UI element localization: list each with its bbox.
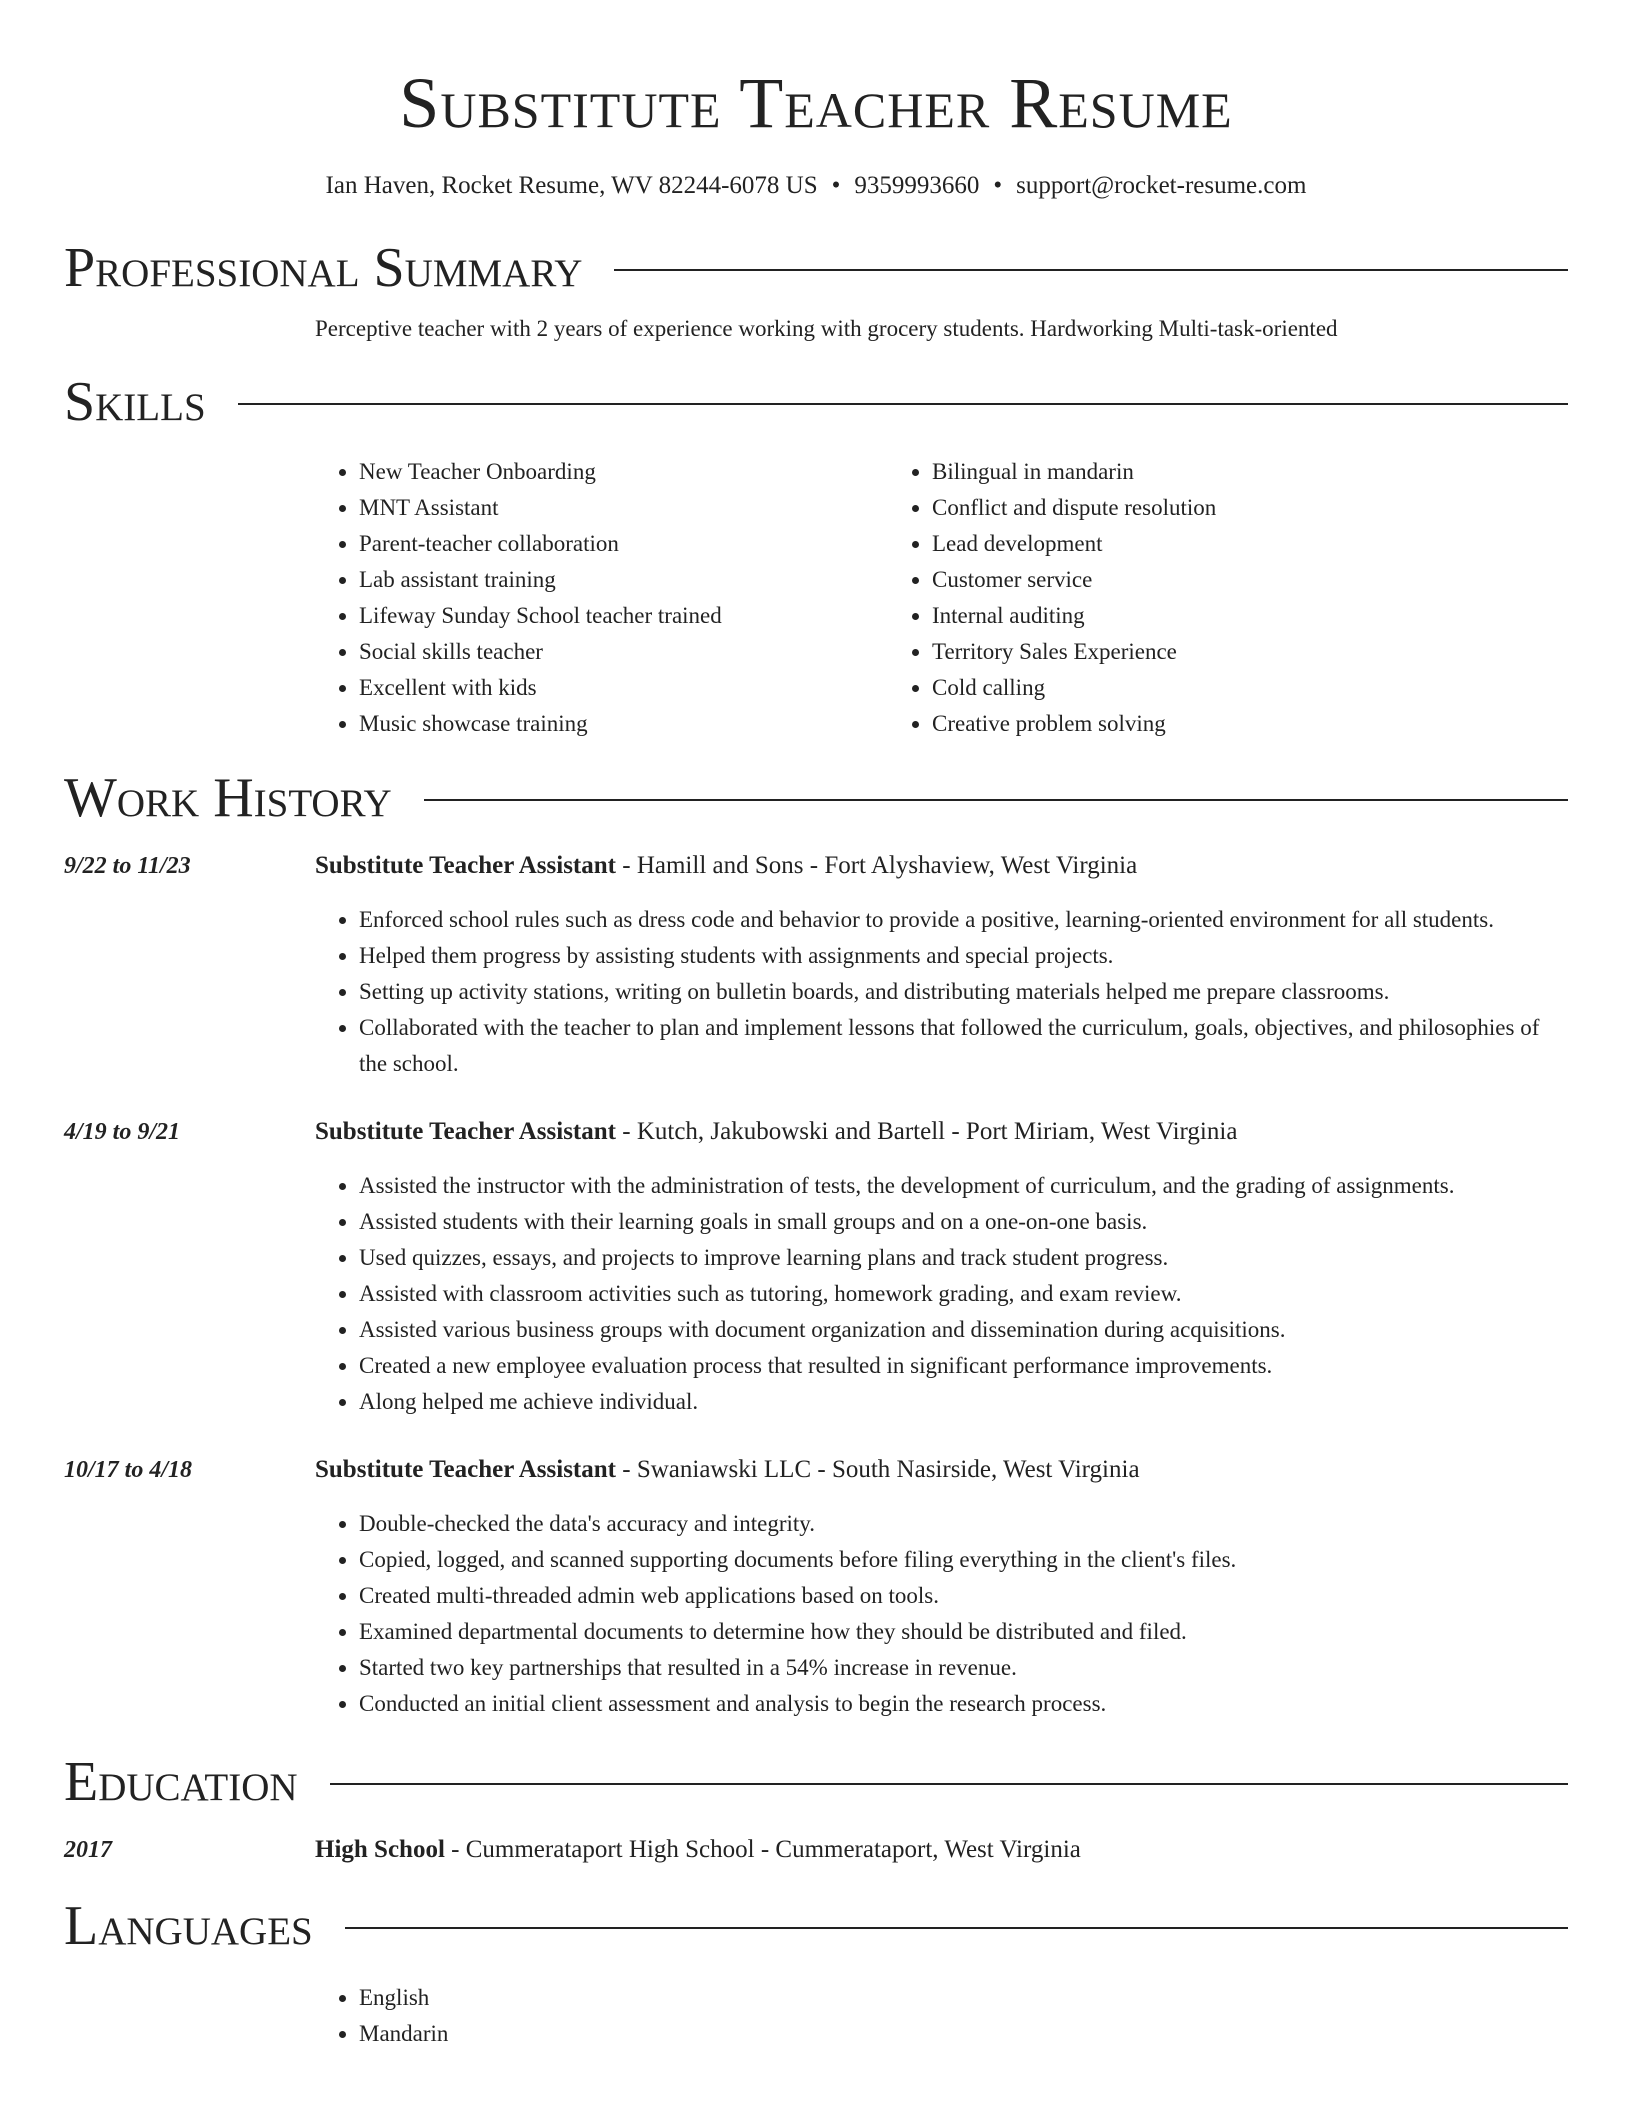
skill-item: • Social skills teacher [359, 634, 888, 670]
job-title: Substitute Teacher Assistant [315, 1118, 616, 1145]
job-body [315, 850, 1568, 1082]
job-bullet: • Setting up activity stations, writing on bulletin boards, and distributing materials helped me prepare classrooms. [359, 974, 1568, 1010]
job-entry [64, 1454, 1568, 1722]
skill-item: • Lab assistant training [359, 562, 888, 598]
job-bullets [315, 1506, 1568, 1722]
education-heading-line [315, 1834, 1081, 1866]
language-item: • English [359, 1980, 1568, 2016]
skill-item: • Conflict and dispute resolution [932, 490, 1461, 526]
job-bullet: • Collaborated with the teacher to plan and implement lessons that followed the curriculum, goals, objectives, and philosophies of the school. [359, 1010, 1568, 1082]
job-dates: 9/22 to 11/23 [64, 853, 191, 879]
section-divider [345, 1927, 1568, 1929]
work-history-section-header [64, 766, 1568, 830]
language-item: • Mandarin [359, 2016, 1568, 2052]
job-bullet: • Assisted the instructor with the administration of tests, the development of curriculum, and the grading of assignments. [359, 1168, 1568, 1204]
contact-address: Ian Haven, Rocket Resume, WV 82244-6078 US [325, 172, 818, 199]
skill-item: • Cold calling [932, 670, 1461, 706]
job-body [315, 1454, 1568, 1722]
languages-section-header [64, 1894, 1568, 1958]
skill-item: • New Teacher Onboarding [359, 454, 888, 490]
section-divider [614, 269, 1568, 271]
job-bullet: • Used quizzes, essays, and projects to improve learning plans and track student progress. [359, 1240, 1568, 1276]
work-history-heading: Work History [64, 767, 392, 829]
skill-item: • Music showcase training [359, 706, 888, 742]
job-bullet: • Assisted students with their learning goals in small groups and on a one-on-one basis. [359, 1204, 1568, 1240]
contact-separator: • [993, 172, 1003, 199]
job-entry [64, 1116, 1568, 1420]
job-heading [315, 1454, 1568, 1486]
skill-item: • MNT Assistant [359, 490, 888, 526]
job-bullet: • Copied, logged, and scanned supporting documents before filing everything in the client's files. [359, 1542, 1568, 1578]
education-degree: High School [315, 1836, 445, 1863]
contact-line [64, 170, 1568, 202]
job-bullet: • Double-checked the data's accuracy and integrity. [359, 1506, 1568, 1542]
education-year: 2017 [64, 1837, 112, 1863]
skill-item: • Lead development [932, 526, 1461, 562]
job-bullet: • Conducted an initial client assessment and analysis to begin the research process. [359, 1686, 1568, 1722]
skill-item: • Creative problem solving [932, 706, 1461, 742]
skills-column-left [315, 454, 888, 742]
job-bullet: • Helped them progress by assisting students with assignments and special projects. [359, 938, 1568, 974]
skills-section-header [64, 370, 1568, 434]
skill-item: • Parent-teacher collaboration [359, 526, 888, 562]
job-entry [64, 850, 1568, 1082]
job-details: - Hamill and Sons - Fort Alyshaview, West Virginia [616, 852, 1138, 879]
job-details: - Kutch, Jakubowski and Bartell - Port Miriam, West Virginia [616, 1118, 1238, 1145]
skill-item: • Customer service [932, 562, 1461, 598]
skill-item: • Internal auditing [932, 598, 1461, 634]
job-bullet: • Along helped me achieve individual. [359, 1384, 1568, 1420]
summary-section-header [64, 236, 1568, 300]
education-entry [64, 1834, 1568, 1866]
languages-items [315, 1980, 1568, 2052]
job-bullets [315, 902, 1568, 1082]
job-bullet: • Created multi-threaded admin web applications based on tools. [359, 1578, 1568, 1614]
job-title: Substitute Teacher Assistant [315, 852, 616, 879]
job-heading [315, 1116, 1568, 1148]
resume-title: Substitute Teacher Resume [399, 63, 1233, 143]
summary-text: Perceptive teacher with 2 years of experience working with grocery students. Hardworking Multi-task-oriented [315, 316, 1338, 341]
skill-item: • Excellent with kids [359, 670, 888, 706]
section-divider [330, 1783, 1568, 1785]
job-bullet: • Created a new employee evaluation process that resulted in significant performance improvements. [359, 1348, 1568, 1384]
job-bullet: • Examined departmental documents to determine how they should be distributed and filed. [359, 1614, 1568, 1650]
job-bullet: • Assisted various business groups with document organization and dissemination during acquisitions. [359, 1312, 1568, 1348]
skills-heading: Skills [64, 371, 206, 433]
job-body [315, 1116, 1568, 1420]
skills-list [315, 454, 1568, 742]
job-bullet: • Enforced school rules such as dress code and behavior to provide a positive, learning-oriented environment for all students. [359, 902, 1568, 938]
section-divider [238, 403, 1568, 405]
job-dates: 10/17 to 4/18 [64, 1457, 193, 1483]
job-dates: 4/19 to 9/21 [64, 1119, 181, 1145]
skill-item: • Territory Sales Experience [932, 634, 1461, 670]
job-title: Substitute Teacher Assistant [315, 1456, 616, 1483]
languages-list [315, 1980, 1568, 2052]
skills-column-right [888, 454, 1461, 742]
education-section-header [64, 1750, 1568, 1814]
contact-separator: • [831, 172, 841, 199]
job-bullets [315, 1168, 1568, 1420]
education-heading: Education [64, 1751, 298, 1813]
education-details: - Cummerataport High School - Cummerataport, West Virginia [444, 1836, 1081, 1863]
skill-item: • Lifeway Sunday School teacher trained [359, 598, 888, 634]
languages-heading: Languages [64, 1895, 313, 1957]
contact-email: support@rocket-resume.com [1016, 172, 1307, 199]
job-heading [315, 850, 1568, 882]
job-details: - Swaniawski LLC - South Nasirside, West Virginia [616, 1456, 1140, 1483]
contact-phone: 9359993660 [854, 172, 980, 199]
job-bullet: • Assisted with classroom activities such as tutoring, homework grading, and exam review. [359, 1276, 1568, 1312]
section-divider [424, 799, 1568, 801]
job-bullet: • Started two key partnerships that resulted in a 54% increase in revenue. [359, 1650, 1568, 1686]
summary-heading: Professional Summary [64, 237, 583, 299]
skill-item: • Bilingual in mandarin [932, 454, 1461, 490]
